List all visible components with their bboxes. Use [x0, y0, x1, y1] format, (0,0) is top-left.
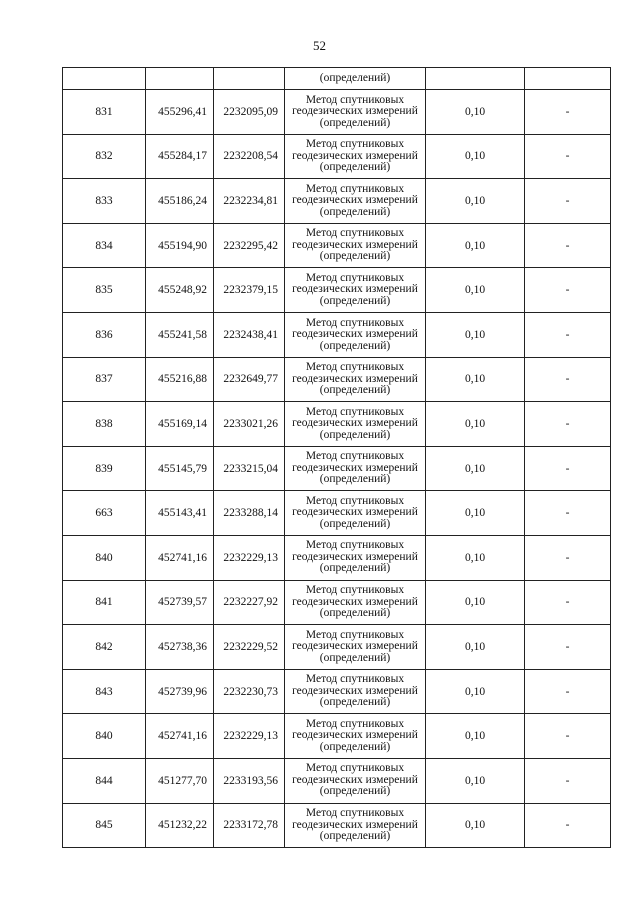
cell-note: [525, 68, 611, 90]
table-row: [63, 223, 611, 268]
cell-precision: 0,10: [426, 312, 525, 357]
table-row: [63, 669, 611, 714]
cell-precision: 0,10: [426, 223, 525, 268]
cell-point: 842: [63, 625, 146, 670]
table-row: [63, 625, 611, 670]
cell-method: [285, 446, 426, 491]
cell-y: 2232227,92: [214, 580, 285, 625]
method-line: (определений): [319, 696, 391, 709]
cell-y: 2232295,42: [214, 223, 285, 268]
cell-point: 845: [63, 803, 146, 848]
cell-note: -: [525, 491, 611, 536]
cell-note: -: [525, 714, 611, 759]
cell-note: -: [525, 758, 611, 803]
table-row: [63, 134, 611, 179]
continuation-row: [63, 68, 611, 90]
cell-x: 455216,88: [146, 357, 214, 402]
method-line: (определений): [319, 607, 391, 620]
cell-precision: 0,10: [426, 357, 525, 402]
method-line: (определений): [319, 294, 391, 307]
cell-x: 455143,41: [146, 491, 214, 536]
cell-x: 455194,90: [146, 223, 214, 268]
cell-method: [285, 535, 426, 580]
table-row: [63, 312, 611, 357]
method-line: (определений): [319, 517, 391, 530]
method-line: (определений): [319, 473, 391, 486]
cell-point: 840: [63, 714, 146, 759]
method-line: Метод спутниковых: [305, 584, 405, 597]
coordinates-table: [62, 67, 611, 848]
method-line: Метод спутниковых: [305, 271, 405, 284]
method-line: (определений): [319, 339, 391, 352]
cell-x: 452741,16: [146, 535, 214, 580]
page-number: 52: [313, 38, 326, 53]
cell-note: -: [525, 90, 611, 135]
cell-precision: 0,10: [426, 803, 525, 848]
cell-method: [285, 803, 426, 848]
cell-x: 455145,79: [146, 446, 214, 491]
method-line: (определений): [319, 116, 391, 129]
cell-y: 2232438,41: [214, 312, 285, 357]
cell-note: -: [525, 535, 611, 580]
method-line: геодезических измерений: [292, 105, 418, 118]
method-line: (определений): [319, 384, 391, 397]
table-row: [63, 580, 611, 625]
method-line: Метод спутниковых: [305, 673, 405, 686]
table-row: [63, 535, 611, 580]
method-line: геодезических измерений: [292, 238, 418, 251]
method-line: (определений): [319, 562, 391, 575]
method-line: геодезических измерений: [292, 149, 418, 162]
cell-precision: 0,10: [426, 758, 525, 803]
cell-x: 451232,22: [146, 803, 214, 848]
cell-y: 2233021,26: [214, 402, 285, 447]
method-line: (определений): [319, 830, 391, 843]
cell-note: -: [525, 179, 611, 224]
cell-x: [146, 68, 214, 90]
method-line: Метод спутниковых: [305, 628, 405, 641]
cell-method: [285, 402, 426, 447]
cell-x: 452739,57: [146, 580, 214, 625]
cell-x: 455186,24: [146, 179, 214, 224]
method-line: геодезических измерений: [292, 550, 418, 563]
cell-precision: 0,10: [426, 580, 525, 625]
cell-precision: 0,10: [426, 179, 525, 224]
cell-note: -: [525, 268, 611, 313]
cell-point: [63, 68, 146, 90]
cell-method: [285, 179, 426, 224]
method-line: (определений): [319, 205, 391, 218]
method-line: Метод спутниковых: [305, 717, 405, 730]
cell-x: 455241,58: [146, 312, 214, 357]
method-line: (определений): [319, 161, 391, 174]
method-line: Метод спутниковых: [305, 227, 405, 240]
cell-method: [285, 758, 426, 803]
cell-x: 452738,36: [146, 625, 214, 670]
cell-note: -: [525, 580, 611, 625]
cell-y: 2233193,56: [214, 758, 285, 803]
cell-precision: 0,10: [426, 134, 525, 179]
cell-method: [285, 312, 426, 357]
method-line: геодезических измерений: [292, 417, 418, 430]
cell-method: [285, 134, 426, 179]
cell-y: 2232229,13: [214, 714, 285, 759]
cell-precision: 0,10: [426, 402, 525, 447]
method-line: Метод спутниковых: [305, 494, 405, 507]
cell-point: 837: [63, 357, 146, 402]
table-row: [63, 714, 611, 759]
cell-note: -: [525, 312, 611, 357]
method-line: Метод спутниковых: [305, 138, 405, 151]
cell-point: 834: [63, 223, 146, 268]
cell-x: 452741,16: [146, 714, 214, 759]
table-row: [63, 357, 611, 402]
table-body: [63, 68, 611, 848]
cell-point: 832: [63, 134, 146, 179]
cell-method: [285, 491, 426, 536]
cell-x: 455169,14: [146, 402, 214, 447]
cell-point: 663: [63, 491, 146, 536]
method-line: геодезических измерений: [292, 595, 418, 608]
table-row: [63, 491, 611, 536]
cell-precision: 0,10: [426, 535, 525, 580]
method-line: (определений): [319, 250, 391, 263]
cell-note: -: [525, 402, 611, 447]
method-line: геодезических измерений: [292, 684, 418, 697]
method-line: геодезических измерений: [292, 328, 418, 341]
cell-note: -: [525, 134, 611, 179]
cell-method: [285, 357, 426, 402]
cell-y: [214, 68, 285, 90]
method-line: Метод спутниковых: [305, 405, 405, 418]
cell-y: 2232230,73: [214, 669, 285, 714]
method-line: геодезических измерений: [292, 818, 418, 831]
table-row: [63, 402, 611, 447]
method-line: Метод спутниковых: [305, 316, 405, 329]
cell-y: 2232379,15: [214, 268, 285, 313]
cell-method: [285, 223, 426, 268]
cell-x: 455296,41: [146, 90, 214, 135]
cell-method: [285, 268, 426, 313]
method-line: геодезических измерений: [292, 640, 418, 653]
cell-x: 455248,92: [146, 268, 214, 313]
table-row: [63, 268, 611, 313]
table-row: [63, 179, 611, 224]
cell-precision: [426, 68, 525, 90]
method-line: геодезических измерений: [292, 372, 418, 385]
cell-y: 2233215,04: [214, 446, 285, 491]
cell-precision: 0,10: [426, 714, 525, 759]
cell-y: 2233172,78: [214, 803, 285, 848]
cell-method: [285, 580, 426, 625]
cell-point: 833: [63, 179, 146, 224]
cell-note: -: [525, 446, 611, 491]
cell-precision: 0,10: [426, 446, 525, 491]
cell-point: 831: [63, 90, 146, 135]
cell-y: 2232095,09: [214, 90, 285, 135]
method-line: (определений): [319, 651, 391, 664]
cell-point: 844: [63, 758, 146, 803]
cell-point: 838: [63, 402, 146, 447]
cell-note: -: [525, 357, 611, 402]
cell-method: [285, 625, 426, 670]
cell-y: 2232234,81: [214, 179, 285, 224]
cell-method: [285, 714, 426, 759]
cell-precision: 0,10: [426, 625, 525, 670]
table-row: [63, 446, 611, 491]
cell-y: 2232229,13: [214, 535, 285, 580]
method-line: Метод спутниковых: [305, 182, 405, 195]
cell-y: 2233288,14: [214, 491, 285, 536]
cell-note: -: [525, 669, 611, 714]
cell-point: 840: [63, 535, 146, 580]
table-row: [63, 758, 611, 803]
method-line: геодезических измерений: [292, 729, 418, 742]
cell-note: -: [525, 223, 611, 268]
method-line: Метод спутниковых: [305, 807, 405, 820]
table-row: [63, 90, 611, 135]
method-line: геодезических измерений: [292, 283, 418, 296]
method-line: Метод спутниковых: [305, 361, 405, 374]
cell-y: 2232229,52: [214, 625, 285, 670]
cell-note: -: [525, 803, 611, 848]
cell-x: 452739,96: [146, 669, 214, 714]
method-line: геодезических измерений: [292, 506, 418, 519]
cell-y: 2232208,54: [214, 134, 285, 179]
method-line: (определений): [319, 785, 391, 798]
method-line: (определений): [319, 428, 391, 441]
cell-point: 843: [63, 669, 146, 714]
method-line: геодезических измерений: [292, 194, 418, 207]
method-line: геодезических измерений: [292, 461, 418, 474]
cell-method: [285, 90, 426, 135]
cell-x: 451277,70: [146, 758, 214, 803]
cell-y: 2232649,77: [214, 357, 285, 402]
method-line: Метод спутниковых: [305, 93, 405, 106]
method-line: геодезических измерений: [292, 773, 418, 786]
method-line: Метод спутниковых: [305, 450, 405, 463]
cell-method: (определений): [285, 68, 426, 90]
cell-precision: 0,10: [426, 491, 525, 536]
cell-point: 836: [63, 312, 146, 357]
cell-point: 839: [63, 446, 146, 491]
method-line: Метод спутниковых: [305, 762, 405, 775]
cell-point: 841: [63, 580, 146, 625]
method-line: (определений): [319, 740, 391, 753]
cell-point: 835: [63, 268, 146, 313]
cell-precision: 0,10: [426, 268, 525, 313]
table-row: [63, 803, 611, 848]
cell-precision: 0,10: [426, 90, 525, 135]
cell-note: -: [525, 625, 611, 670]
cell-precision: 0,10: [426, 669, 525, 714]
method-line: Метод спутниковых: [305, 539, 405, 552]
cell-x: 455284,17: [146, 134, 214, 179]
cell-method: [285, 669, 426, 714]
